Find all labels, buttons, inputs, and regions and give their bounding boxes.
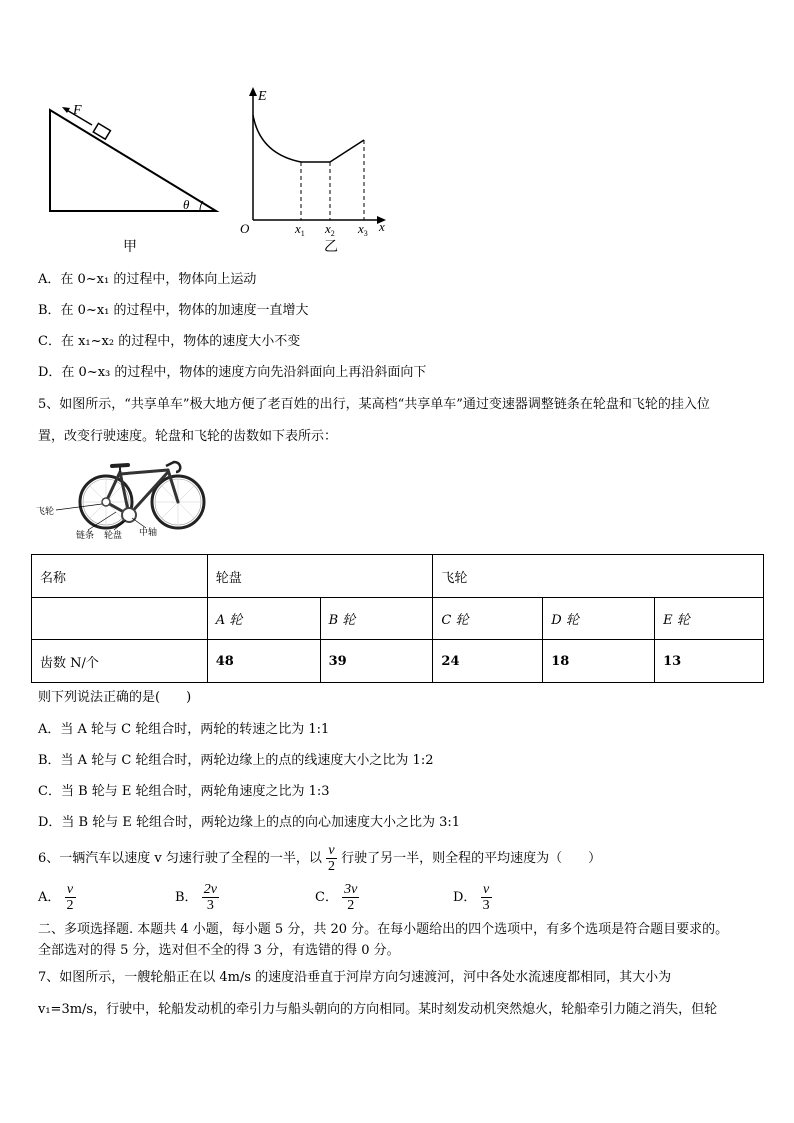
origin-label: O — [240, 221, 250, 236]
label-feilun: 飞轮 — [36, 507, 55, 517]
table-value-c: 24 — [433, 640, 543, 683]
q5-option-d: D．当 B 轮与 E 轮组合时，两轮边缘上的点的向心加速度大小之比为 3:1 — [38, 815, 461, 830]
q6-stem — [38, 842, 601, 876]
energy-graph — [236, 85, 396, 255]
table-value-a: 48 — [207, 640, 320, 683]
figure-yi-label: 乙 — [324, 239, 338, 255]
table-header-chainring: 轮盘 — [207, 555, 433, 598]
q6-stem-fraction: $\frac{v}{2}$ — [328, 843, 336, 874]
freewheel — [102, 498, 110, 506]
q7-line1: 7、如图所示，一艘轮船正在以 4m/s 的速度沿垂直于河岸方向匀速渡河，河中各处水流速度都相同，其大小为 — [38, 970, 672, 985]
q7-line2: v₁=3m/s，行驶中，轮船发动机的牵引力与船头朝向的方向相同。某时刻发动机突然熄火，轮船牵引力随之消失，但轮 — [38, 1002, 718, 1017]
table-wheel-c: C 轮 — [433, 598, 543, 640]
q4-option-d: D．在 0~x₃ 的过程中，物体的速度方向先沿斜面向上再沿斜面向下 — [38, 365, 427, 380]
q5-ask: 则下列说法正确的是( ) — [38, 690, 192, 705]
table-value-b: 39 — [320, 640, 433, 683]
bicycle-figure — [36, 452, 206, 547]
q6-option-a: A． $\frac{v}{2}$ — [38, 882, 74, 913]
q5-option-a: A．当 A 轮与 C 轮组合时，两轮的转速之比为 1:1 — [38, 722, 330, 737]
label-chainring: 轮盘 — [104, 531, 123, 541]
table-wheel-e: E 轮 — [655, 598, 764, 640]
table-wheel-a: A 轮 — [207, 598, 320, 640]
q5-option-b: B．当 A 轮与 C 轮组合时，两轮边缘上的点的线速度大小之比为 1:2 — [38, 753, 434, 768]
table-value-e: 13 — [655, 640, 764, 683]
theta-label: θ — [183, 197, 190, 212]
x1-label: $x_1$ — [295, 221, 305, 238]
label-chain: 链条 — [76, 531, 95, 541]
x-axis-label: x — [379, 219, 385, 234]
table-header-freewheel: 飞轮 — [433, 555, 764, 598]
incline-figure — [40, 95, 225, 255]
incline-triangle — [50, 110, 216, 211]
q6-stem-part2: 行驶了另一半，则全程的平均速度为（ ） — [341, 851, 602, 866]
q4-option-a: A．在 0~x₁ 的过程中，物体向上运动 — [38, 272, 257, 287]
x3-label: $x_3$ — [358, 221, 368, 238]
q4-option-c: C．在 x₁~x₂ 的过程中，物体的速度大小不变 — [38, 334, 301, 349]
energy-curve — [253, 115, 364, 162]
force-label: F — [73, 103, 82, 118]
e-axis-label: E — [258, 89, 267, 104]
q5-option-c: C．当 B 轮与 E 轮组合时，两轮角速度之比为 1:3 — [38, 784, 330, 799]
q6-option-d: D． $\frac{v}{3}$ — [453, 882, 490, 913]
table-wheel-b: B 轮 — [320, 598, 433, 640]
q6-option-c: C． $\frac{3v}{2}$ — [315, 882, 358, 913]
table-cell-empty — [32, 598, 208, 640]
x2-label: $x_2$ — [325, 221, 335, 238]
q6-option-b: B． $\frac{2v}{3}$ — [175, 882, 217, 913]
q4-option-b: B．在 0~x₁ 的过程中，物体的加速度一直增大 — [38, 303, 309, 318]
section2-line2: 全部选对的得 5 分，选对但不全的得 3 分，有选错的得 0 分。 — [38, 943, 400, 958]
q5-stem-line1: 5、如图所示，“共享单车”极大地方便了老百姓的出行，某高档“共享单车”通过变速器调整链条在轮盘和飞轮的挂入位 — [38, 397, 710, 412]
table-row-label: 齿数 N/个 — [32, 640, 208, 683]
table-value-d: 18 — [543, 640, 655, 683]
chainring — [122, 508, 136, 522]
gear-teeth-table — [31, 554, 764, 683]
table-wheel-d: D 轮 — [543, 598, 655, 640]
section2-line1: 二、多项选择题. 本题共 4 小题，每小题 5 分，共 20 分。在每小题给出的四个选项中，有多个选项是符合题目要求的。 — [38, 922, 729, 937]
q5-stem-line2: 置，改变行驶速度。轮盘和飞轮的齿数如下表所示： — [38, 429, 338, 444]
figure-jia-label: 甲 — [123, 239, 137, 255]
label-axle: 中轴 — [139, 528, 158, 538]
q6-stem-part1: 6、一辆汽车以速度 v 匀速行驶了全程的一半，以 — [38, 851, 322, 866]
table-header-name: 名称 — [32, 555, 208, 598]
